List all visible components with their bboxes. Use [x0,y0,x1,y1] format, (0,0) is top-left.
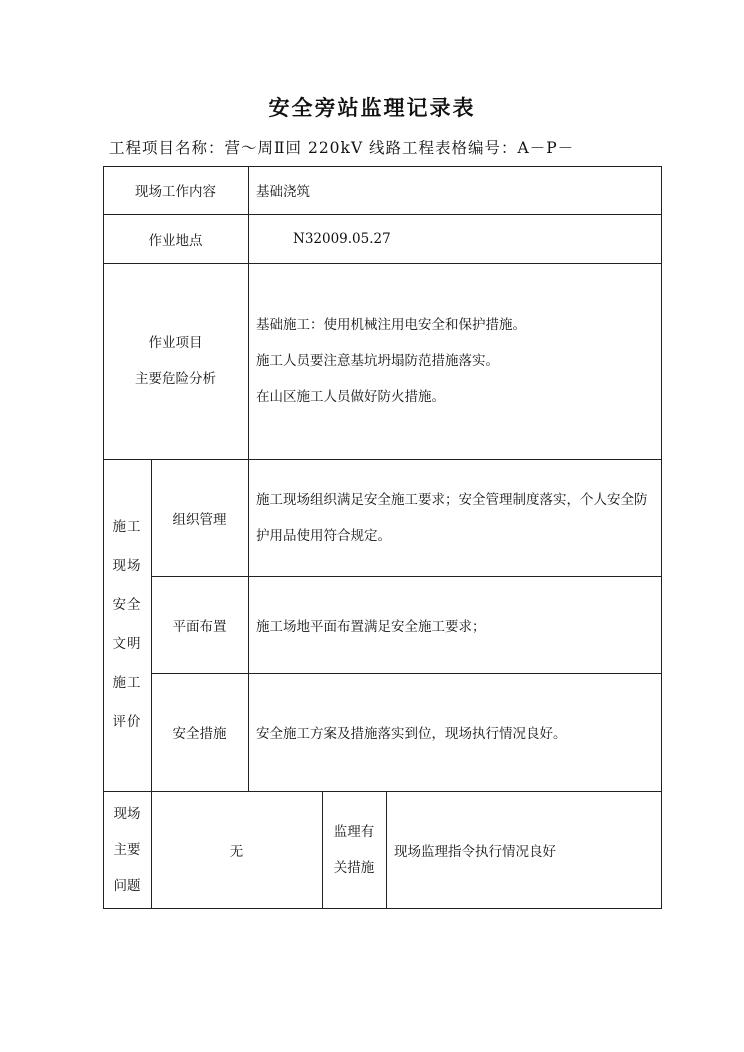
eval-label-char: 施工 [112,675,142,691]
risk-label-line1: 作业项目 [148,335,203,351]
risk-line: 施工人员要注意基坑坍塌防范措施落实。 [256,353,499,369]
eval-label-char: 文明 [112,636,142,652]
eval-label-char: 评价 [112,714,142,730]
document-title: 安全旁站监理记录表 [268,95,476,120]
risk-analysis-content [256,263,656,459]
supervision-measures-label [322,791,386,908]
risk-line: 在山区施工人员做好防火措施。 [256,389,445,405]
work-content-label: 现场工作内容 [135,184,216,200]
eval-organization-label: 组织管理 [172,511,227,528]
supervision-record-table [103,166,662,909]
supervision-measures-value: 现场监理指令执行情况良好 [394,843,556,860]
eval-label-char: 施工 [112,519,142,535]
measures-label-line1: 监理有 [333,823,375,840]
project-subtitle: 工程项目名称：营～周Ⅱ回 220kV 线路工程表格编号：A－P－ [109,139,575,157]
column-divider [386,791,387,908]
table-border-bottom [103,908,662,909]
safety-evaluation-label [103,459,151,791]
location-value: N32009.05.27 [293,230,391,247]
risk-label-line2: 主要危险分析 [135,371,216,387]
issues-label-char: 主要 [113,841,141,858]
eval-safety-measures-value: 安全施工方案及措施落实到位，现场执行情况良好。 [256,726,567,742]
main-issues-label [103,791,151,908]
risk-line: 基础施工：使用机械注用电安全和保护措施。 [256,317,526,333]
eval-organization-value: 施工现场组织满足安全施工要求；安全管理制度落实，个人安全防护用品使用符合规定。 [256,491,648,544]
location-label: 作业地点 [148,232,203,249]
eval-layout-label: 平面布置 [172,618,227,635]
eval-label-char: 安全 [112,597,142,613]
measures-label-line2: 关措施 [333,859,375,876]
eval-safety-measures-label: 安全措施 [172,726,227,742]
main-issues-value: 无 [229,843,244,860]
eval-layout-value: 施工场地平面布置满足安全施工要求； [256,618,486,635]
work-content-value: 基础浇筑 [256,184,310,200]
issues-label-char: 现场 [113,805,141,822]
issues-label-char: 问题 [113,877,141,894]
column-divider [248,166,249,791]
risk-analysis-label [103,263,248,459]
eval-label-char: 现场 [112,558,142,574]
table-border-right [661,166,662,909]
